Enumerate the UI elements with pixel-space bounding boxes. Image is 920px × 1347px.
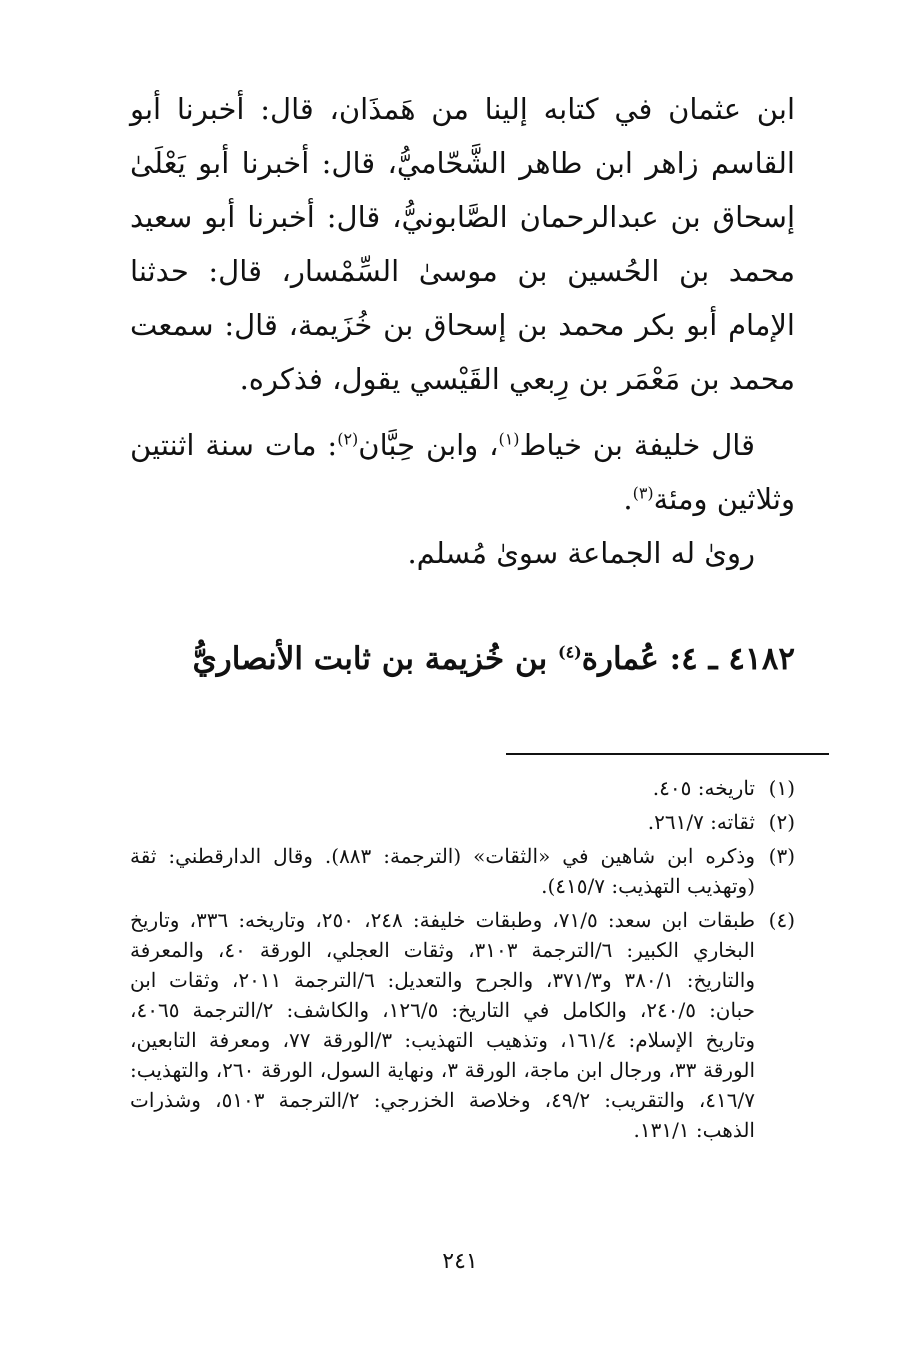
- paragraph-isnad: ابن عثمان في كتابه إلينا من هَمذَان، قال: أخبرنا أبو القاسم زاهر ابن طاهر الشَّحّاميُّ، قال: أخبرنا أبو يَعْلَىٰ إسحاق بن عبدالرحمان الصَّابونيُّ، قال: أخبرنا أبو سعيد محمد بن الحُسين بن موسىٰ السِّمْسار، قال: حدثنا الإمام أبو بكر محمد بن إسحاق بن خُزَيمة، قال: سمعت محمد بن مَعْمَر بن رِبعي القَيْسي يقول، فذكره.: [130, 92, 795, 396]
- footnote-number: (١): [768, 776, 795, 800]
- footnote-number: (٤): [768, 908, 795, 932]
- entry-heading-number: ٤١٨٢ ـ ٤: عُمارة: [581, 641, 795, 677]
- text-segment: قال خليفة بن خياط: [519, 428, 755, 462]
- footnotes: [130, 773, 795, 1149]
- text-segment: : مات سنة اثنتين وثلاثين ومئة: [130, 428, 795, 516]
- footnote-number: (٢): [768, 810, 795, 834]
- text-segment: ، وابن حِبَّان: [358, 428, 499, 462]
- footnote-text: ثقاته: ٢٦١/٧.: [647, 810, 755, 834]
- footnote-ref-2: (٢): [337, 429, 359, 449]
- footnote-text: وذكره ابن شاهين في «الثقات» (الترجمة: ٨٨٣). وقال الدارقطني: ثقة (وتهذيب التهذيب: ٤١٥/٧).: [130, 844, 755, 898]
- footnote-ref-1: (١): [498, 429, 520, 449]
- footnote-ref-3: (٣): [632, 483, 654, 503]
- footnote-number: (٣): [768, 844, 795, 868]
- footnote-item: [130, 773, 795, 803]
- paragraph-death-date: [130, 418, 795, 526]
- footnote-item: [130, 905, 795, 1145]
- paragraph-narrators: روىٰ له الجماعة سوىٰ مُسلم.: [407, 536, 755, 570]
- entry-heading: [130, 632, 795, 686]
- footnote-ref-4: (٤): [558, 642, 582, 662]
- text-segment: .: [623, 482, 633, 516]
- footnote-divider: [506, 753, 829, 755]
- footnote-text: طبقات ابن سعد: ٧١/٥، وطبقات خليفة: ٢٤٨، ٢٥٠، وتاريخه: ٣٣٦، وتاريخ البخاري الكبير: ٦/الترجمة ٣١٠٣، وثقات العجلي، الورقة ٤٠، والمعرفة والتاريخ: ٣٨٠/١ و٣٧١/٣، والجرح والتعديل: ٦/الترجمة ٢٠١١، وثقات ابن حبان: ٢٤٠/٥، والكامل في التاريخ: ١٢٦/٥، والكاشف: ٢/الترجمة ٤٠٦٥، وتاريخ الإسلام: ١٦١/٤، وتذهيب التهذيب: ٣/الورقة ٧٧، ومعرفة التابعين، الورقة ٣٣، ورجال ابن ماجة، الورقة ٣، ونهاية السول، الورقة ٢٦٠، والتهذيب: ٤١٦/٧، والتقريب: ٤٩/٢، وخلاصة الخزرجي: ٢/الترجمة ٥١٠٣، وشذرات الذهب: ١٣١/١.: [130, 908, 756, 1142]
- footnote-text: تاريخه: ٤٠٥.: [652, 776, 755, 800]
- entry-heading-name: بن خُزيمة بن ثابت الأنصاريُّ: [192, 641, 558, 677]
- page-number: ٢٤١: [442, 1249, 478, 1274]
- main-text: [130, 82, 795, 580]
- footnote-item: [130, 841, 795, 901]
- footnote-item: [130, 807, 795, 837]
